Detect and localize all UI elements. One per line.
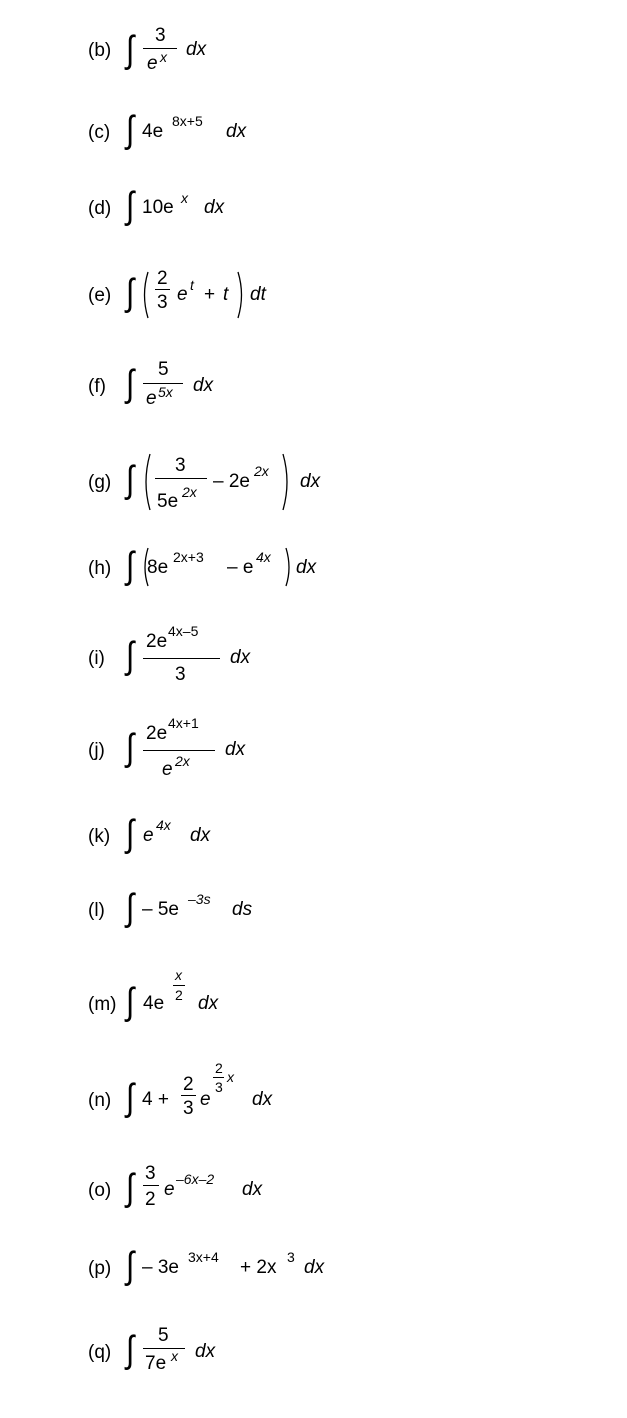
differential: dx [225,739,246,760]
exponent-variable: x [227,1069,234,1085]
denominator-base: e [162,759,173,780]
problem-h [0,536,627,606]
problem-label: (j) [88,740,105,761]
first-term: 8e [147,557,169,578]
differential: dx [204,197,225,218]
problem-label: (c) [88,122,111,143]
fraction-bar [143,750,215,751]
expression [0,1236,627,1306]
problem-q [0,1318,627,1388]
problem-d [0,176,627,246]
fraction-bar [155,289,170,290]
second-exponent: 4x [256,549,271,565]
numerator: 5 [158,359,169,380]
differential: dx [190,825,211,846]
denominator: 3 [157,292,168,313]
exponent: 4x [156,817,171,833]
problem-label: (p) [88,1258,112,1279]
differential: dx [193,375,214,396]
denominator-exponent: 2x [175,753,190,769]
denominator: 3 [175,664,186,685]
exponent-denominator: 3 [215,1079,223,1095]
differential: dt [250,284,266,305]
expression [0,260,627,330]
problem-label: (h) [88,558,112,579]
exponent: 2x [254,463,269,479]
problem-label: (e) [88,285,112,306]
expression [0,1156,627,1226]
integral-sign: ∫ [126,635,135,677]
expression [0,176,627,246]
denominator-exponent: 5x [158,384,173,400]
numerator-base: 2e [146,631,168,652]
expression [0,444,627,514]
problem-m [0,962,627,1032]
expression [0,536,627,606]
denominator-exponent: 2x [182,484,197,500]
expression [0,712,627,782]
coefficient: 10e [142,197,174,218]
leading-term: 4 + [142,1089,169,1110]
problem-b [0,20,627,90]
problem-i [0,620,627,690]
expression [0,880,627,950]
problem-c [0,100,627,170]
plus-term: + 2x [240,1257,277,1278]
problem-o [0,1156,627,1226]
exponent: t [190,277,194,293]
integral-sign: ∫ [126,981,135,1023]
integral-sign: ∫ [126,727,135,769]
minus-term: – 2e [213,471,250,492]
problem-j [0,712,627,782]
numerator: 2 [183,1074,194,1095]
expression [0,1058,627,1128]
differential: dx [242,1179,263,1200]
exponent-fraction-bar [213,1077,224,1078]
integral-sign: ∫ [126,887,135,929]
problem-label: (l) [88,900,105,921]
fraction-bar [143,658,220,659]
fraction-bar [181,1095,196,1096]
problem-label: (n) [88,1090,112,1111]
integral-sign: ∫ [126,109,135,151]
exponent-denominator: 2 [175,987,183,1003]
first-exponent: 2x+3 [173,549,204,565]
coefficient: – 3e [142,1257,179,1278]
differential: dx [226,121,247,142]
base: e [200,1089,211,1110]
exponent-fraction-bar [173,985,185,986]
denominator-base: e [146,388,157,409]
expression [0,352,627,422]
problem-g [0,444,627,514]
minus-term: – e [227,557,254,578]
plus-sign: + [204,284,216,305]
expression [0,1318,627,1388]
denominator-base: 5e [157,491,179,512]
fraction-bar [143,1348,185,1349]
denominator-exponent: x [171,1348,178,1364]
integral-sign: ∫ [126,363,135,405]
numerator: 3 [145,1163,156,1184]
differential: dx [230,647,251,668]
problem-f [0,352,627,422]
problem-e [0,260,627,330]
integral-sign: ∫ [126,459,135,501]
integral-sign: ∫ [126,1245,135,1287]
denominator: 3 [183,1098,194,1119]
problem-label: (o) [88,1180,112,1201]
exponent: x [181,190,188,206]
numerator: 3 [175,455,186,476]
exponent-numerator: x [175,967,182,983]
numerator: 2 [157,268,168,289]
integral-sign: ∫ [126,545,135,587]
problem-p [0,1236,627,1306]
denominator-base: e [147,53,158,74]
numerator-exponent: 4x–5 [168,623,199,639]
problem-k [0,806,627,876]
differential: dx [198,993,219,1014]
exponent: –6x–2 [176,1171,215,1187]
problem-label: (k) [88,826,111,847]
numerator: 5 [158,1325,169,1346]
integral-sign: ∫ [126,813,135,855]
expression [0,100,627,170]
denominator-base: 7e [145,1353,167,1374]
differential: dx [304,1257,325,1278]
base: e [143,825,154,846]
expression [0,20,627,90]
problem-l [0,880,627,950]
integral-sign: ∫ [126,185,135,227]
differential: dx [186,39,207,60]
problem-label: (b) [88,40,112,61]
first-exponent: 3x+4 [188,1249,219,1265]
differential: dx [300,471,321,492]
differential: dx [195,1341,216,1362]
problem-label: (f) [88,376,106,397]
numerator-base: 2e [146,723,168,744]
denominator-exponent: x [160,49,167,65]
variable: t [223,284,229,305]
fraction-bar [143,1185,159,1186]
fraction-bar [155,478,207,479]
base: e [177,284,188,305]
problem-label: (i) [88,648,105,669]
problem-label: (g) [88,472,112,493]
integral-sign: ∫ [126,1329,135,1371]
expression [0,806,627,876]
integral-sign: ∫ [126,272,135,314]
numerator: 3 [155,25,166,46]
exponent-numerator: 2 [215,1060,223,1076]
differential: dx [252,1089,273,1110]
problem-label: (m) [88,994,117,1015]
parentheses [0,260,627,330]
second-exponent: 3 [287,1249,295,1265]
base: e [164,1179,175,1200]
differential: dx [296,557,317,578]
coefficient: 4e [142,121,164,142]
problem-n [0,1058,627,1128]
integral-sign: ∫ [126,29,135,71]
denominator: 2 [145,1189,156,1210]
problem-label: (d) [88,198,112,219]
problem-label: (q) [88,1342,112,1363]
expression [0,962,627,1032]
integral-sign: ∫ [126,1167,135,1209]
numerator-exponent: 4x+1 [168,715,199,731]
expression [0,620,627,690]
coefficient: – 5e [142,899,179,920]
exponent: 8x+5 [172,113,203,129]
exponent: –3s [188,891,211,907]
differential: ds [232,899,253,920]
integral-sign: ∫ [126,1077,135,1119]
coefficient: 4e [143,993,165,1014]
